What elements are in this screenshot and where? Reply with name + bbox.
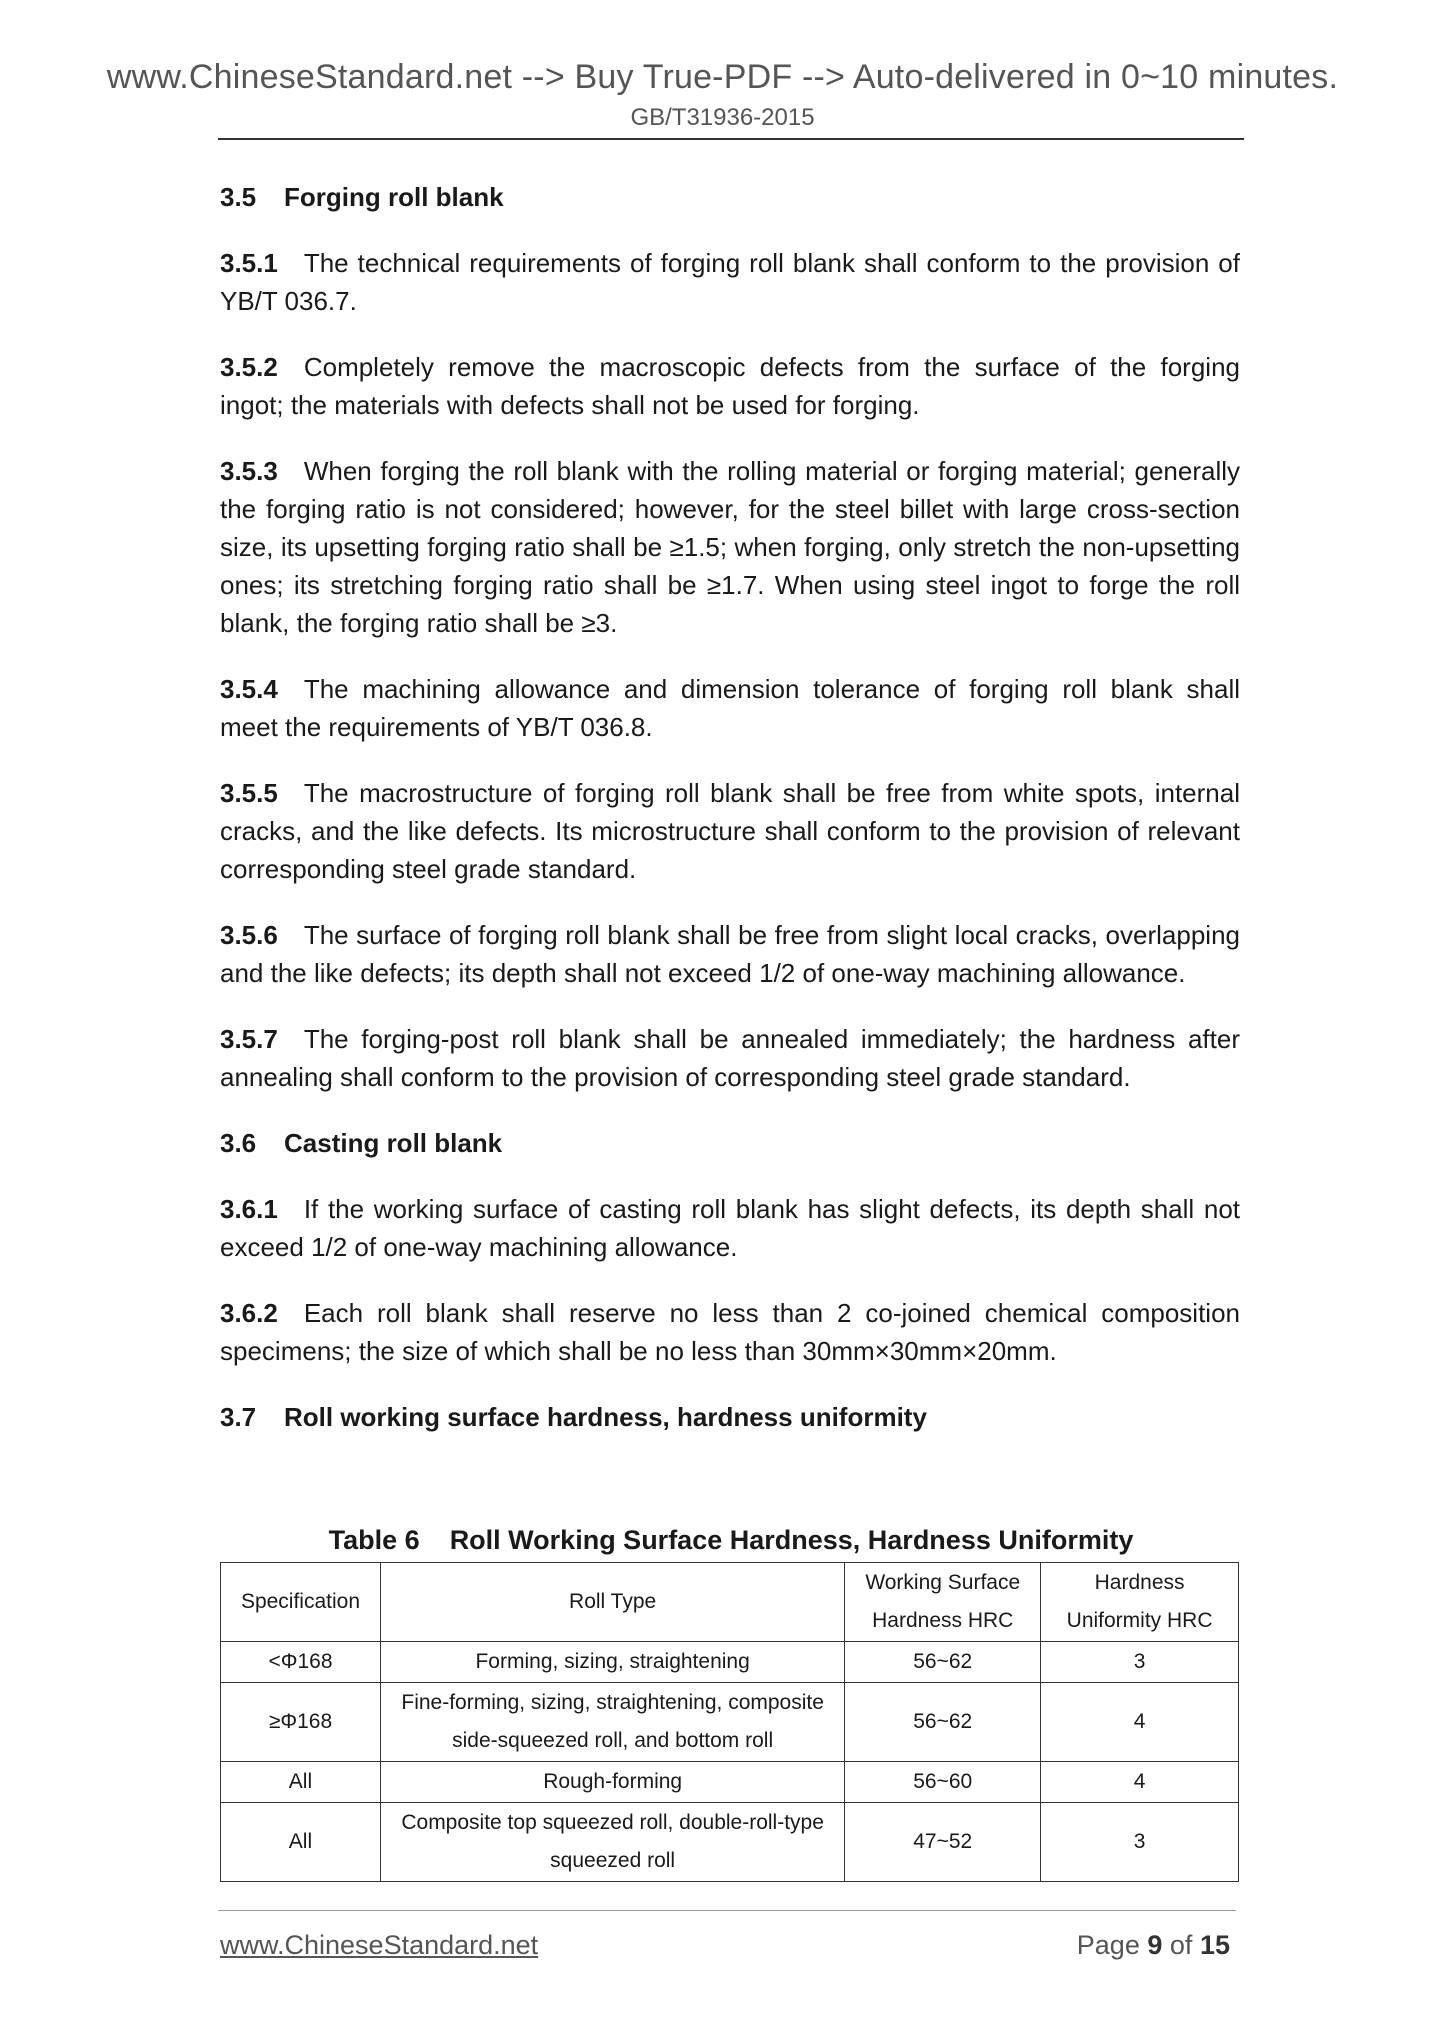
clause-3-5-2: [220, 348, 1240, 424]
table-header-row: [221, 1563, 1239, 1642]
page-current: 9: [1147, 1930, 1163, 1960]
table-row: [221, 1683, 1239, 1762]
clause-text: The macrostructure of forging roll blank shall be free from white spots, internal cracks, and the like defects. Its microstructure shall conform to the provision of relevant corresponding steel grade standard.: [220, 778, 1240, 884]
clause-text: The technical requirements of forging roll blank shall conform to the provision of YB/T 036.7.: [220, 248, 1240, 316]
header-line: Hardness HRC: [872, 1609, 1014, 1632]
cell-roll-type: [380, 1762, 844, 1803]
table-row: [221, 1642, 1239, 1683]
footer-site-link[interactable]: www.ChineseStandard.net: [220, 1930, 539, 1960]
clause-3-6-2: [220, 1294, 1240, 1370]
clause-3-6-1: [220, 1190, 1240, 1266]
cell-line: Forming, sizing, straightening: [475, 1650, 750, 1673]
document-number: GB/T31936-2015: [630, 104, 815, 131]
section-heading-3-7: [220, 1398, 1240, 1436]
clause-3-5-3: [220, 452, 1240, 642]
cell-specification: All: [221, 1762, 381, 1803]
section-number: 3.5: [220, 182, 257, 212]
cell-line: Fine-forming, sizing, straightening, composite: [401, 1691, 824, 1714]
clause-number: 3.6.1: [220, 1194, 278, 1224]
cell-specification: All: [221, 1803, 381, 1882]
cell-hardness-uniformity: 4: [1041, 1683, 1239, 1762]
section-title: Forging roll blank: [284, 182, 504, 212]
clause-number: 3.5.1: [220, 248, 278, 278]
cell-surface-hardness: 56~62: [845, 1683, 1041, 1762]
clause-text: If the working surface of casting roll blank has slight defects, its depth shall not exceed 1/2 of one-way machining allowance.: [220, 1194, 1240, 1262]
table-label: Table 6: [328, 1525, 420, 1555]
cell-specification: <Φ168: [221, 1642, 381, 1683]
clause-number: 3.5.4: [220, 674, 278, 704]
cell-hardness-uniformity: 4: [1041, 1762, 1239, 1803]
header-roll-type: Roll Type: [380, 1563, 844, 1642]
section-heading-3-6: [220, 1124, 1240, 1162]
header-specification: Specification: [221, 1563, 381, 1642]
table-row: [221, 1803, 1239, 1882]
cell-line: side-squeezed roll, and bottom roll: [452, 1729, 774, 1752]
clause-3-5-1: [220, 244, 1240, 320]
page-total: 15: [1199, 1930, 1230, 1960]
cell-line: Composite top squeezed roll, double-roll-type: [401, 1811, 824, 1834]
clause-text: When forging the roll blank with the rolling material or forging material; generally the forging ratio is not considered; however, for the steel billet with large cross-section size, its upsetting forging ratio shall be ≥1.5; when forging, only stretch the non-upsetting ones; its stretching forging ratio shall be ≥1.7. When using steel ingot to forge the roll blank, the forging ratio shall be ≥3.: [220, 456, 1240, 638]
header-line: Hardness: [1094, 1571, 1185, 1594]
page-prefix: Page: [1076, 1930, 1140, 1960]
cell-roll-type: [380, 1683, 844, 1762]
document-body: [220, 178, 1240, 1464]
table-row: [221, 1762, 1239, 1803]
section-title: Casting roll blank: [284, 1128, 503, 1158]
cell-roll-type: [380, 1803, 844, 1882]
header-hardness-uniformity: [1041, 1563, 1239, 1642]
table-title: Roll Working Surface Hardness, Hardness Uniformity: [449, 1525, 1134, 1555]
section-heading-3-5: [220, 178, 1240, 216]
clause-number: 3.5.7: [220, 1024, 278, 1054]
cell-specification: ≥Φ168: [221, 1683, 381, 1762]
clause-3-5-5: [220, 774, 1240, 888]
cell-surface-hardness: 56~62: [845, 1642, 1041, 1683]
cell-hardness-uniformity: 3: [1041, 1642, 1239, 1683]
section-number: 3.7: [220, 1402, 257, 1432]
page-indicator: [1077, 1930, 1230, 1961]
clause-3-5-4: [220, 670, 1240, 746]
footer-divider: [218, 1910, 1236, 1911]
cell-hardness-uniformity: 3: [1041, 1803, 1239, 1882]
cell-line: squeezed roll: [550, 1849, 676, 1872]
clause-text: Completely remove the macroscopic defects from the surface of the forging ingot; the materials with defects shall not be used for forging.: [220, 352, 1240, 420]
clause-number: 3.5.6: [220, 920, 278, 950]
clause-text: The forging-post roll blank shall be annealed immediately; the hardness after annealing shall conform to the provision of corresponding steel grade standard.: [220, 1024, 1240, 1092]
cell-line: Rough-forming: [543, 1770, 683, 1793]
clause-number: 3.5.2: [220, 352, 278, 382]
header-surface-hardness: [845, 1563, 1041, 1642]
clause-3-5-7: [220, 1020, 1240, 1096]
clause-number: 3.6.2: [220, 1298, 278, 1328]
page-of: of: [1169, 1930, 1193, 1960]
clause-number: 3.5.5: [220, 778, 278, 808]
header-divider: [218, 138, 1244, 140]
header-line: Working Surface: [865, 1571, 1021, 1594]
header-banner: www.ChineseStandard.net --> Buy True-PDF --> Auto-delivered in 0~10 minutes.: [106, 58, 1339, 96]
cell-surface-hardness: 47~52: [845, 1803, 1041, 1882]
clause-number: 3.5.3: [220, 456, 278, 486]
hardness-table: [220, 1562, 1239, 1882]
clause-3-5-6: [220, 916, 1240, 992]
table-caption: [218, 1525, 1244, 1556]
section-title: Roll working surface hardness, hardness uniformity: [284, 1402, 927, 1432]
header-line: Uniformity HRC: [1066, 1609, 1213, 1632]
clause-text: The surface of forging roll blank shall be free from slight local cracks, overlapping and the like defects; its depth shall not exceed 1/2 of one-way machining allowance.: [220, 920, 1240, 988]
cell-surface-hardness: 56~60: [845, 1762, 1041, 1803]
section-number: 3.6: [220, 1128, 257, 1158]
cell-roll-type: [380, 1642, 844, 1683]
clause-text: The machining allowance and dimension tolerance of forging roll blank shall meet the requirements of YB/T 036.8.: [220, 674, 1240, 742]
clause-text: Each roll blank shall reserve no less than 2 co-joined chemical composition specimens; the size of which shall be no less than 30mm×30mm×20mm.: [220, 1298, 1240, 1366]
